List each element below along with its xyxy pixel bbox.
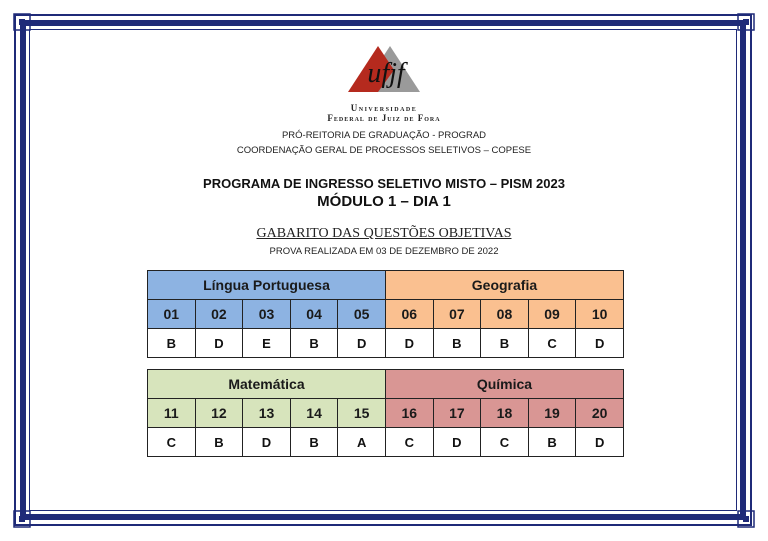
question-number: 05	[338, 300, 386, 329]
answer-cell: D	[576, 428, 624, 457]
frame-corner-ornament	[737, 510, 755, 528]
frame-corner-ornament	[737, 13, 755, 31]
dept-line2: COORDENAÇÃO GERAL DE PROCESSOS SELETIVOS – COPESE	[236, 145, 532, 156]
answer-table-2	[147, 369, 624, 457]
answer-cell: C	[385, 428, 433, 457]
exam-date: PROVA REALIZADA EM 03 DE DEZEMBRO DE 2022	[269, 246, 499, 257]
question-number: 02	[195, 300, 243, 329]
question-number: 04	[290, 300, 338, 329]
answer-cell: C	[148, 428, 196, 457]
question-number: 07	[433, 300, 481, 329]
university-name-line1: Universidade	[350, 103, 418, 113]
answer-cell: D	[433, 428, 481, 457]
question-number: 09	[528, 300, 576, 329]
answer-cell: D	[195, 329, 243, 358]
answer-cell: A	[338, 428, 386, 457]
answer-cell: B	[481, 329, 529, 358]
answer-key-title-text: GABARITO DAS QUESTÕES OBJETIVAS	[256, 226, 512, 241]
answer-cell: B	[148, 329, 196, 358]
subject-header-lingua-portuguesa: Língua Portuguesa	[148, 271, 386, 300]
question-number: 15	[338, 399, 386, 428]
question-number: 18	[481, 399, 529, 428]
question-number: 12	[195, 399, 243, 428]
module-title: MÓDULO 1 – DIA 1	[317, 193, 451, 210]
answer-key-title	[0, 226, 768, 242]
answer-cell: D	[243, 428, 291, 457]
logo-text: ufjf	[367, 58, 405, 89]
program-title: PROGRAMA DE INGRESSO SELETIVO MISTO – PISM 2023	[203, 176, 565, 191]
question-number: 06	[385, 300, 433, 329]
answer-table-1	[147, 270, 624, 358]
question-number: 20	[576, 399, 624, 428]
subject-header-geografia: Geografia	[385, 271, 623, 300]
answer-cell: B	[433, 329, 481, 358]
answer-cell: B	[290, 428, 338, 457]
frame-corner-ornament	[13, 13, 31, 31]
answer-cell: B	[290, 329, 338, 358]
dept-line1: PRÓ-REITORIA DE GRADUAÇÃO - PROGRAD	[281, 130, 487, 141]
university-name-line2: Federal de Juiz de Fora	[327, 113, 441, 123]
ufjf-logo	[338, 40, 434, 94]
subject-header-matematica: Matemática	[148, 370, 386, 399]
question-number: 14	[290, 399, 338, 428]
answer-cell: D	[576, 329, 624, 358]
question-number: 10	[576, 300, 624, 329]
answer-cell: C	[528, 329, 576, 358]
question-number: 11	[148, 399, 196, 428]
answer-cell: B	[195, 428, 243, 457]
question-number: 17	[433, 399, 481, 428]
question-number: 13	[243, 399, 291, 428]
subject-header-quimica: Química	[385, 370, 623, 399]
answer-cell: D	[385, 329, 433, 358]
answer-cell: D	[338, 329, 386, 358]
answer-cell: C	[481, 428, 529, 457]
question-number: 19	[528, 399, 576, 428]
question-number: 03	[243, 300, 291, 329]
answer-cell: E	[243, 329, 291, 358]
question-number: 16	[385, 399, 433, 428]
question-number: 01	[148, 300, 196, 329]
question-number: 08	[481, 300, 529, 329]
answer-cell: B	[528, 428, 576, 457]
frame-corner-ornament	[13, 510, 31, 528]
